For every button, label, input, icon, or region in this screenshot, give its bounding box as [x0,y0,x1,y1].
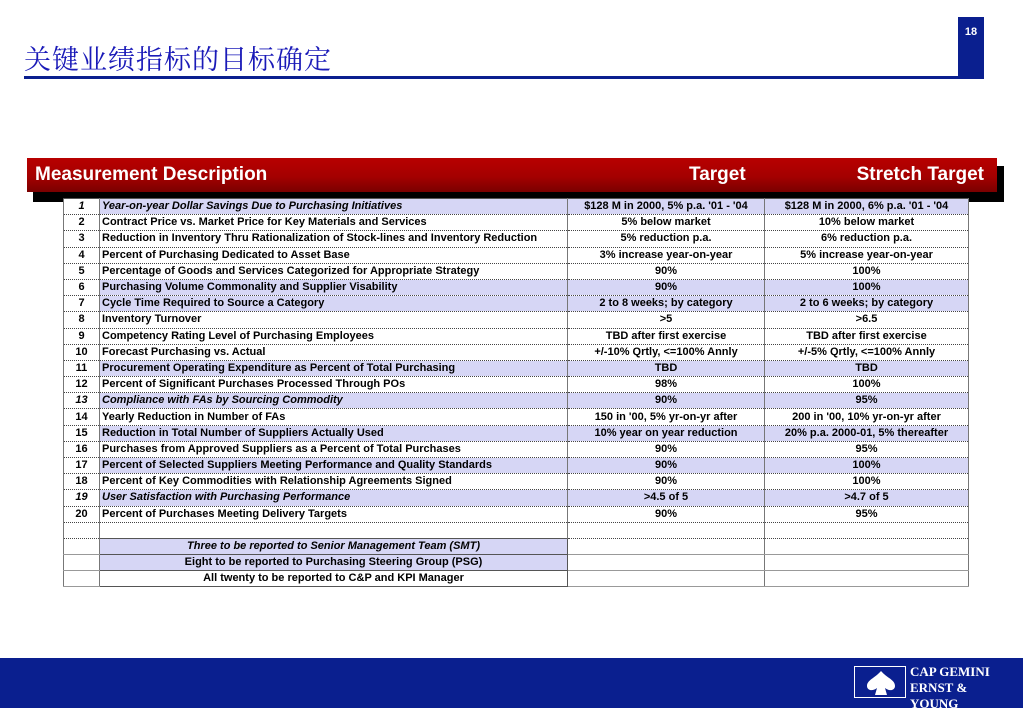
row-target: +/-10% Qrtly, <=100% Annly [568,344,765,360]
row-target: 90% [568,263,765,279]
table-row [64,409,969,425]
row-description: Inventory Turnover [100,312,568,328]
legend-row [64,538,969,554]
table-row [64,231,969,247]
row-target: TBD [568,360,765,376]
row-stretch-target: 100% [765,377,969,393]
row-target: 98% [568,377,765,393]
row-target: 90% [568,279,765,295]
legend-all: All twenty to be reported to C&P and KPI Manager [100,571,568,587]
header-measurement-description: Measurement Description [35,164,268,185]
row-description: Percent of Significant Purchases Processed Through POs [100,377,568,393]
row-description: Competency Rating Level of Purchasing Employees [100,328,568,344]
row-stretch-target: 100% [765,279,969,295]
row-number: 14 [64,409,100,425]
slide-title: 关键业绩指标的目标确定 [24,45,332,76]
row-stretch-target: 200 in '00, 10% yr-on-yr after [765,409,969,425]
table-row [64,458,969,474]
row-target: 3% increase year-on-year [568,247,765,263]
row-target: >4.5 of 5 [568,490,765,506]
row-number: 12 [64,377,100,393]
row-number: 16 [64,441,100,457]
row-target: 2 to 8 weeks; by category [568,296,765,312]
legend-row [64,554,969,570]
row-stretch-target: 95% [765,441,969,457]
row-target: 90% [568,441,765,457]
row-stretch-target: +/-5% Qrtly, <=100% Annly [765,344,969,360]
row-number: 7 [64,296,100,312]
row-number: 5 [64,263,100,279]
row-stretch-target: 100% [765,263,969,279]
row-target: 90% [568,393,765,409]
table-header-bar [27,158,997,192]
row-number: 10 [64,344,100,360]
row-stretch-target: 6% reduction p.a. [765,231,969,247]
row-description: Yearly Reduction in Number of FAs [100,409,568,425]
row-stretch-target: 10% below market [765,215,969,231]
title-rule [24,76,968,79]
table-row [64,490,969,506]
row-stretch-target: TBD after first exercise [765,328,969,344]
row-description: Percent of Key Commodities with Relationship Agreements Signed [100,474,568,490]
row-number: 6 [64,279,100,295]
legend-psg: Eight to be reported to Purchasing Steering Group (PSG) [100,554,568,570]
row-stretch-target: 2 to 6 weeks; by category [765,296,969,312]
table-row-blank [64,522,969,538]
table-row [64,296,969,312]
row-target: 90% [568,458,765,474]
table-row [64,425,969,441]
row-description: Percent of Selected Suppliers Meeting Performance and Quality Standards [100,458,568,474]
row-number: 1 [64,199,100,215]
row-stretch-target: 100% [765,474,969,490]
row-number: 20 [64,506,100,522]
row-number: 15 [64,425,100,441]
row-number: 18 [64,474,100,490]
legend-smt: Three to be reported to Senior Management Team (SMT) [100,538,568,554]
table-row [64,279,969,295]
row-number: 17 [64,458,100,474]
table-row [64,312,969,328]
row-description: Percent of Purchases Meeting Delivery Targets [100,506,568,522]
row-number: 13 [64,393,100,409]
row-target: 5% below market [568,215,765,231]
row-description: Cycle Time Required to Source a Category [100,296,568,312]
row-target: $128 M in 2000, 5% p.a. '01 - '04 [568,199,765,215]
row-stretch-target: 95% [765,506,969,522]
legend-row [64,571,969,587]
row-target: 90% [568,506,765,522]
row-number: 3 [64,231,100,247]
row-description: Contract Price vs. Market Price for Key Materials and Services [100,215,568,231]
page-number: 18 [958,17,984,79]
row-target: 150 in '00, 5% yr-on-yr after [568,409,765,425]
table-row [64,247,969,263]
row-description: User Satisfaction with Purchasing Performance [100,490,568,506]
table-row [64,393,969,409]
row-description: Procurement Operating Expenditure as Percent of Total Purchasing [100,360,568,376]
row-stretch-target: $128 M in 2000, 6% p.a. '01 - '04 [765,199,969,215]
table-row [64,199,969,215]
row-target: TBD after first exercise [568,328,765,344]
row-description: Forecast Purchasing vs. Actual [100,344,568,360]
row-description: Purchasing Volume Commonality and Supplier Visability [100,279,568,295]
row-target: 90% [568,474,765,490]
table-row [64,360,969,376]
row-stretch-target: 20% p.a. 2000-01, 5% thereafter [765,425,969,441]
row-number: 19 [64,490,100,506]
row-number: 4 [64,247,100,263]
company-logo [850,662,1010,708]
table-row [64,506,969,522]
row-number: 9 [64,328,100,344]
header-target: Target [689,164,746,185]
row-target: >5 [568,312,765,328]
logo-line-1: CAP GEMINI [910,664,990,679]
row-description: Reduction in Total Number of Suppliers Actually Used [100,425,568,441]
logo-line-2: ERNST & YOUNG [910,680,968,708]
table-row [64,328,969,344]
header-stretch-target: Stretch Target [856,164,984,185]
table-row [64,215,969,231]
row-target: 5% reduction p.a. [568,231,765,247]
row-stretch-target: >6.5 [765,312,969,328]
row-description: Year-on-year Dollar Savings Due to Purchasing Initiatives [100,199,568,215]
row-number: 2 [64,215,100,231]
row-description: Reduction in Inventory Thru Rationalization of Stock-lines and Inventory Reduction [100,231,568,247]
table-row [64,441,969,457]
row-target: 10% year on year reduction [568,425,765,441]
row-stretch-target: 5% increase year-on-year [765,247,969,263]
row-description: Compliance with FAs by Sourcing Commodity [100,393,568,409]
row-stretch-target: 95% [765,393,969,409]
row-stretch-target: TBD [765,360,969,376]
row-description: Purchases from Approved Suppliers as a Percent of Total Purchases [100,441,568,457]
row-description: Percentage of Goods and Services Categorized for Appropriate Strategy [100,263,568,279]
row-description: Percent of Purchasing Dedicated to Asset Base [100,247,568,263]
kpi-table [63,198,969,587]
table-row [64,263,969,279]
row-number: 8 [64,312,100,328]
row-stretch-target: 100% [765,458,969,474]
table-row [64,377,969,393]
table-row [64,344,969,360]
spade-icon [854,666,906,698]
row-stretch-target: >4.7 of 5 [765,490,969,506]
table-row [64,474,969,490]
row-number: 11 [64,360,100,376]
